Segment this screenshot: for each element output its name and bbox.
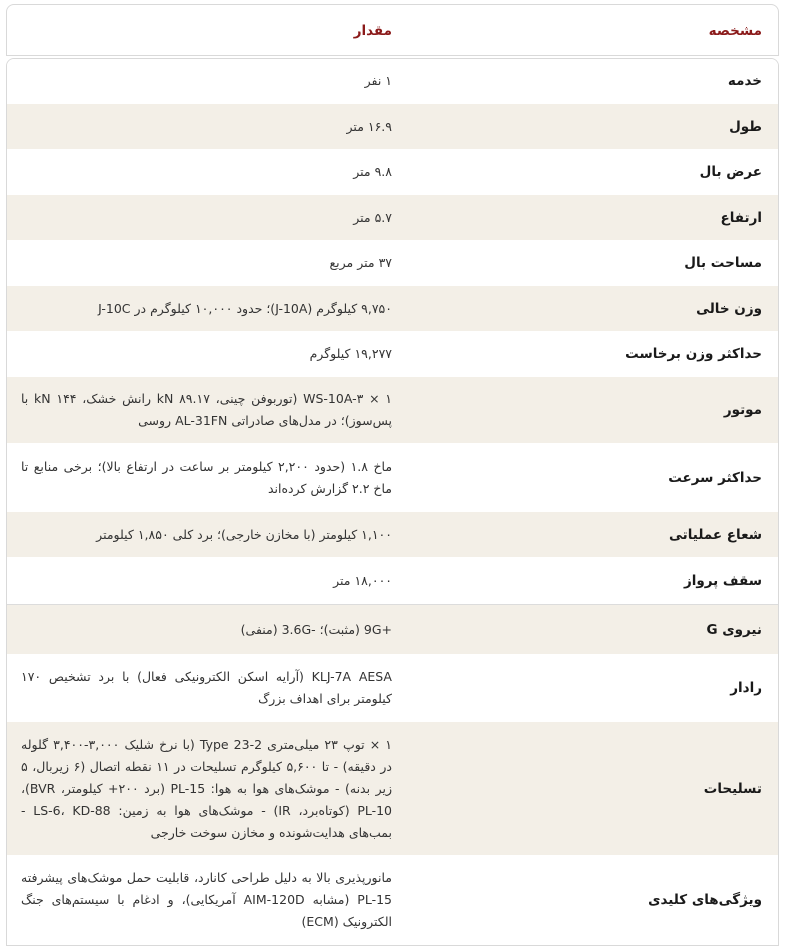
- table-row: [7, 558, 778, 604]
- row-value: ۳۷ متر مربع: [329, 255, 392, 270]
- row-value: ۱ × توپ ۲۳ میلی‌متری Type 23-2 (با نرخ شلیک ۳,۰۰۰-۳,۴۰۰ گلوله در دقیقه) - تا ۵,۶۰۰ کیلوگرم تسلیحات در ۱۱ نقطه اتصال (۶ زیربال، ۵ زیر بدنه) - موشک‌های هوا به هوا: PL-15 (برد ۲۰۰+ کیلومتر، BVR)، PL-10 (کوتاه‌برد، IR) - موشک‌های هوا به زمین: LS-6، KD-88 - بمب‌های هدایت‌شونده و مخازن سوخت خارجی: [21, 736, 393, 840]
- row-value: +9G (مثبت)؛ -3.6G (منفی): [240, 621, 392, 637]
- table-row: [7, 605, 778, 655]
- row-value: ۹,۷۵۰ کیلوگرم (J-10A)؛ حدود ۱۰,۰۰۰ کیلوگرم در J-10C: [98, 300, 392, 316]
- header-value: مقدار: [353, 23, 392, 39]
- row-label: وزن خالی: [696, 300, 762, 317]
- row-value: ۱۹,۲۷۷ کیلوگرم: [309, 346, 392, 361]
- row-label: ارتفاع: [720, 209, 762, 226]
- row-value: ۱,۱۰۰ کیلومتر (با مخازن خارجی)؛ برد کلی ۱,۸۵۰ کیلومتر: [96, 526, 392, 542]
- spec-table: [6, 58, 779, 946]
- table-row: [7, 722, 778, 856]
- table-row: [7, 59, 778, 104]
- table-row: [7, 512, 778, 558]
- row-label: تسلیحات: [703, 780, 762, 797]
- row-label: نیروی G: [706, 621, 762, 638]
- row-label: حداکثر وزن برخاست: [625, 346, 762, 362]
- row-value: ماخ ۱.۸ (حدود ۲,۲۰۰ کیلومتر بر ساعت در ارتفاع بالا)؛ برخی منابع تا ماخ ۲.۲ گزارش کرده‌اند: [21, 458, 393, 496]
- header-property: مشخصه: [708, 23, 762, 39]
- row-value: ۱۸,۰۰۰ متر: [333, 572, 392, 588]
- table-row: [7, 377, 778, 444]
- table-row: [7, 195, 778, 241]
- table-row: [7, 286, 778, 332]
- row-label: موتور: [723, 402, 762, 418]
- row-label: خدمه: [727, 73, 762, 89]
- table-row: [7, 856, 778, 945]
- row-label: عرض بال: [699, 164, 762, 180]
- table-row: [7, 655, 778, 722]
- row-label: شعاع عملیاتی: [669, 526, 762, 543]
- row-value: ۵.۷ متر: [353, 209, 392, 225]
- table-header: [6, 4, 779, 56]
- row-value: KLJ-7A AESA (آرایه اسکن الکترونیکی فعال) با برد تشخیص ۱۷۰ کیلومتر برای اهداف بزرگ: [21, 669, 392, 706]
- row-value: ۹.۸ متر: [353, 164, 392, 179]
- row-value: ۱ نفر: [364, 73, 392, 88]
- table-row: [7, 150, 778, 195]
- table-row: [7, 332, 778, 377]
- row-label: سقف پرواز: [683, 572, 762, 589]
- row-value: ۱ × WS-10A-۳ (توربوفن چینی، ۸۹.۱۷ kN رانش خشک، ۱۴۴ kN با پس‌سوز)؛ در مدل‌های صادراتی AL-31FN روسی: [21, 391, 392, 428]
- row-value: ۱۶.۹ متر: [346, 118, 392, 134]
- row-label: مساحت بال: [684, 255, 762, 271]
- row-label: طول: [729, 118, 762, 135]
- table-row: [7, 241, 778, 286]
- row-value: مانورپذیری بالا به دلیل طراحی کانارد، قابلیت حمل موشک‌های پیشرفته PL-15 (مشابه AIM-120D آمریکایی)، و ادغام با سیستم‌های جنگ الکترونیک (ECM): [21, 870, 392, 929]
- row-label: رادار: [730, 680, 762, 696]
- table-row: [7, 104, 778, 150]
- row-label: ویژگی‌های کلیدی: [648, 892, 762, 908]
- table-row: [7, 444, 778, 512]
- row-label: حداکثر سرعت: [668, 469, 762, 486]
